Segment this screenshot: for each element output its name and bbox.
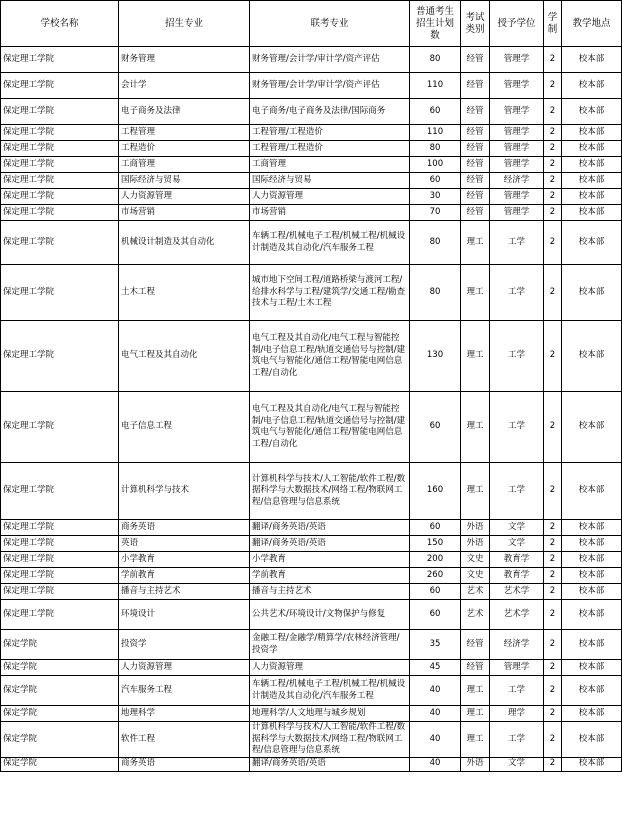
header-school: 学校名称 [1,1,119,47]
degree-cell: 工学 [490,463,544,520]
degree-cell: 工学 [490,722,544,758]
location-cell: 校本部 [562,189,622,205]
table-row [1,221,622,265]
table-row [1,47,622,73]
years-cell: 2 [544,189,562,205]
degree-cell: 工学 [490,265,544,321]
location-cell: 校本部 [562,660,622,676]
school-name-cell: 保定理工学院 [1,125,119,141]
exam-category-cell: 理工 [461,722,490,758]
plan-count-cell: 70 [410,205,461,221]
location-cell: 校本部 [562,722,622,758]
years-cell: 2 [544,706,562,722]
school-name-cell: 保定学院 [1,722,119,758]
school-name-cell: 保定理工学院 [1,600,119,630]
exam-category-cell: 外语 [461,520,490,536]
years-cell: 2 [544,536,562,552]
plan-count-cell: 110 [410,73,461,99]
exam-category-cell: 经管 [461,205,490,221]
exam-category-cell: 艺术 [461,600,490,630]
school-name-cell: 保定理工学院 [1,463,119,520]
degree-cell: 管理学 [490,125,544,141]
plan-count-cell: 60 [410,392,461,463]
school-name-cell: 保定理工学院 [1,265,119,321]
plan-count-cell: 40 [410,706,461,722]
location-cell: 校本部 [562,221,622,265]
location-cell: 校本部 [562,757,622,771]
school-name-cell: 保定学院 [1,660,119,676]
location-cell: 校本部 [562,676,622,706]
table-row [1,536,622,552]
school-name-cell: 保定学院 [1,706,119,722]
exam-category-cell: 理工 [461,706,490,722]
degree-cell: 艺术学 [490,584,544,600]
location-cell: 校本部 [562,265,622,321]
degree-cell: 理学 [490,706,544,722]
plan-count-cell: 60 [410,584,461,600]
degree-cell: 管理学 [490,660,544,676]
plan-count-cell: 60 [410,600,461,630]
plan-count-cell: 80 [410,265,461,321]
major-cell: 汽车服务工程 [119,676,250,706]
exam-category-cell: 理工 [461,463,490,520]
table-row [1,463,622,520]
degree-cell: 文学 [490,536,544,552]
header-plan: 普通考生招生计划数 [410,1,461,47]
years-cell: 2 [544,173,562,189]
exam-category-cell: 经管 [461,630,490,660]
exam-majors-cell: 计算机科学与技术/人工智能/软件工程/数据科学与大数据技术/网络工程/物联网工程/信息管理与信息系统 [250,722,410,758]
plan-count-cell: 45 [410,660,461,676]
exam-category-cell: 理工 [461,392,490,463]
exam-majors-cell: 财务管理/会计学/审计学/资产评估 [250,73,410,99]
table-row [1,157,622,173]
exam-category-cell: 经管 [461,47,490,73]
table-row [1,552,622,568]
table-row [1,265,622,321]
school-name-cell: 保定理工学院 [1,189,119,205]
degree-cell: 工学 [490,676,544,706]
degree-cell: 工学 [490,321,544,392]
exam-category-cell: 文史 [461,552,490,568]
table-row [1,757,622,771]
exam-category-cell: 经管 [461,125,490,141]
exam-majors-cell: 翻译/商务英语/英语 [250,757,410,771]
degree-cell: 教育学 [490,552,544,568]
exam-category-cell: 经管 [461,141,490,157]
major-cell: 会计学 [119,73,250,99]
degree-cell: 管理学 [490,205,544,221]
location-cell: 校本部 [562,600,622,630]
exam-category-cell: 经管 [461,99,490,125]
school-name-cell: 保定理工学院 [1,520,119,536]
exam-category-cell: 经管 [461,73,490,99]
major-cell: 电气工程及其自动化 [119,321,250,392]
header-major: 招生专业 [119,1,250,47]
table-row [1,520,622,536]
plan-count-cell: 60 [410,173,461,189]
header-exam-majors: 联考专业 [250,1,410,47]
location-cell: 校本部 [562,463,622,520]
school-name-cell: 保定理工学院 [1,157,119,173]
years-cell: 2 [544,552,562,568]
plan-count-cell: 35 [410,630,461,660]
degree-cell: 艺术学 [490,600,544,630]
school-name-cell: 保定学院 [1,630,119,660]
exam-majors-cell: 小学教育 [250,552,410,568]
exam-category-cell: 文史 [461,568,490,584]
plan-count-cell: 60 [410,99,461,125]
degree-cell: 教育学 [490,568,544,584]
school-name-cell: 保定理工学院 [1,205,119,221]
exam-category-cell: 经管 [461,173,490,189]
degree-cell: 经济学 [490,173,544,189]
years-cell: 2 [544,73,562,99]
table-row [1,600,622,630]
table-row [1,99,622,125]
major-cell: 国际经济与贸易 [119,173,250,189]
major-cell: 小学教育 [119,552,250,568]
table-row [1,173,622,189]
school-name-cell: 保定学院 [1,676,119,706]
table-row [1,141,622,157]
major-cell: 英语 [119,536,250,552]
header-category: 考试类别 [461,1,490,47]
plan-count-cell: 80 [410,47,461,73]
plan-count-cell: 80 [410,141,461,157]
table-row [1,73,622,99]
plan-count-cell: 80 [410,221,461,265]
table-row [1,660,622,676]
major-cell: 商务英语 [119,757,250,771]
exam-majors-cell: 电气工程及其自动化/电气工程与智能控制/电子信息工程/轨道交通信号与控制/建筑电气与智能化/通信工程/智能电网信息工程/自动化 [250,392,410,463]
major-cell: 商务英语 [119,520,250,536]
exam-majors-cell: 电气工程及其自动化/电气工程与智能控制/电子信息工程/轨道交通信号与控制/建筑电气与智能化/通信工程/智能电网信息工程/自动化 [250,321,410,392]
exam-majors-cell: 公共艺术/环境设计/文物保护与修复 [250,600,410,630]
exam-category-cell: 理工 [461,676,490,706]
exam-category-cell: 艺术 [461,584,490,600]
major-cell: 土木工程 [119,265,250,321]
table-row [1,189,622,205]
exam-majors-cell: 工程管理/工程造价 [250,125,410,141]
exam-majors-cell: 市场营销 [250,205,410,221]
location-cell: 校本部 [562,99,622,125]
exam-majors-cell: 学前教育 [250,568,410,584]
exam-category-cell: 理工 [461,221,490,265]
years-cell: 2 [544,630,562,660]
major-cell: 人力资源管理 [119,189,250,205]
major-cell: 电子商务及法律 [119,99,250,125]
years-cell: 2 [544,568,562,584]
plan-count-cell: 40 [410,722,461,758]
location-cell: 校本部 [562,520,622,536]
years-cell: 2 [544,520,562,536]
plan-count-cell: 160 [410,463,461,520]
years-cell: 2 [544,660,562,676]
degree-cell: 管理学 [490,189,544,205]
major-cell: 市场营销 [119,205,250,221]
location-cell: 校本部 [562,552,622,568]
location-cell: 校本部 [562,73,622,99]
years-cell: 2 [544,321,562,392]
school-name-cell: 保定理工学院 [1,173,119,189]
school-name-cell: 保定理工学院 [1,141,119,157]
degree-cell: 文学 [490,757,544,771]
exam-majors-cell: 翻译/商务英语/英语 [250,536,410,552]
exam-majors-cell: 城市地下空间工程/道路桥梁与渡河工程/给排水科学与工程/建筑学/交通工程/勘查技术与工程/土木工程 [250,265,410,321]
degree-cell: 经济学 [490,630,544,660]
major-cell: 财务管理 [119,47,250,73]
exam-category-cell: 外语 [461,536,490,552]
degree-cell: 文学 [490,520,544,536]
degree-cell: 管理学 [490,141,544,157]
years-cell: 2 [544,463,562,520]
plan-count-cell: 130 [410,321,461,392]
exam-majors-cell: 国际经济与贸易 [250,173,410,189]
table-body [1,47,622,772]
years-cell: 2 [544,757,562,771]
school-name-cell: 保定理工学院 [1,536,119,552]
years-cell: 2 [544,157,562,173]
location-cell: 校本部 [562,173,622,189]
location-cell: 校本部 [562,321,622,392]
table-row [1,568,622,584]
plan-count-cell: 40 [410,757,461,771]
table-row [1,676,622,706]
plan-count-cell: 200 [410,552,461,568]
years-cell: 2 [544,722,562,758]
school-name-cell: 保定理工学院 [1,584,119,600]
plan-count-cell: 60 [410,520,461,536]
exam-majors-cell: 金融工程/金融学/精算学/农林经济管理/投资学 [250,630,410,660]
location-cell: 校本部 [562,536,622,552]
exam-majors-cell: 财务管理/会计学/审计学/资产评估 [250,47,410,73]
years-cell: 2 [544,141,562,157]
school-name-cell: 保定理工学院 [1,552,119,568]
major-cell: 工商管理 [119,157,250,173]
table-row [1,205,622,221]
degree-cell: 管理学 [490,73,544,99]
plan-count-cell: 260 [410,568,461,584]
exam-majors-cell: 人力资源管理 [250,660,410,676]
years-cell: 2 [544,584,562,600]
school-name-cell: 保定理工学院 [1,99,119,125]
years-cell: 2 [544,392,562,463]
table-row [1,722,622,758]
years-cell: 2 [544,47,562,73]
major-cell: 人力资源管理 [119,660,250,676]
school-name-cell: 保定理工学院 [1,73,119,99]
years-cell: 2 [544,265,562,321]
school-name-cell: 保定理工学院 [1,47,119,73]
degree-cell: 工学 [490,392,544,463]
header-row [1,1,622,47]
degree-cell: 管理学 [490,47,544,73]
exam-category-cell: 理工 [461,321,490,392]
exam-category-cell: 外语 [461,757,490,771]
location-cell: 校本部 [562,630,622,660]
exam-majors-cell: 计算机科学与技术/人工智能/软件工程/数据科学与大数据技术/网络工程/物联网工程/信息管理与信息系统 [250,463,410,520]
major-cell: 地理科学 [119,706,250,722]
exam-majors-cell: 地理科学/人文地理与城乡规划 [250,706,410,722]
location-cell: 校本部 [562,205,622,221]
exam-majors-cell: 电子商务/电子商务及法律/国际商务 [250,99,410,125]
major-cell: 环境设计 [119,600,250,630]
major-cell: 投资学 [119,630,250,660]
header-degree: 授予学位 [490,1,544,47]
header-location: 教学地点 [562,1,622,47]
school-name-cell: 保定理工学院 [1,568,119,584]
exam-category-cell: 经管 [461,189,490,205]
years-cell: 2 [544,125,562,141]
plan-count-cell: 150 [410,536,461,552]
location-cell: 校本部 [562,141,622,157]
years-cell: 2 [544,676,562,706]
years-cell: 2 [544,99,562,125]
degree-cell: 管理学 [490,157,544,173]
major-cell: 工程造价 [119,141,250,157]
location-cell: 校本部 [562,706,622,722]
years-cell: 2 [544,221,562,265]
school-name-cell: 保定理工学院 [1,221,119,265]
major-cell: 电子信息工程 [119,392,250,463]
degree-cell: 工学 [490,221,544,265]
years-cell: 2 [544,205,562,221]
exam-majors-cell: 播音与主持艺术 [250,584,410,600]
header-years: 学制 [544,1,562,47]
major-cell: 工程管理 [119,125,250,141]
major-cell: 学前教育 [119,568,250,584]
school-name-cell: 保定理工学院 [1,392,119,463]
years-cell: 2 [544,600,562,630]
major-cell: 机械设计制造及其自动化 [119,221,250,265]
school-name-cell: 保定学院 [1,757,119,771]
degree-cell: 管理学 [490,99,544,125]
exam-majors-cell: 人力资源管理 [250,189,410,205]
table-row [1,125,622,141]
exam-majors-cell: 车辆工程/机械电子工程/机械工程/机械设计制造及其自动化/汽车服务工程 [250,221,410,265]
plan-count-cell: 30 [410,189,461,205]
location-cell: 校本部 [562,125,622,141]
plan-count-cell: 40 [410,676,461,706]
table-row [1,392,622,463]
exam-majors-cell: 工商管理 [250,157,410,173]
exam-category-cell: 经管 [461,157,490,173]
location-cell: 校本部 [562,568,622,584]
table-row [1,706,622,722]
table-row [1,584,622,600]
exam-majors-cell: 车辆工程/机械电子工程/机械工程/机械设计制造及其自动化/汽车服务工程 [250,676,410,706]
location-cell: 校本部 [562,392,622,463]
major-cell: 计算机科学与技术 [119,463,250,520]
location-cell: 校本部 [562,157,622,173]
plan-count-cell: 100 [410,157,461,173]
exam-category-cell: 理工 [461,265,490,321]
exam-majors-cell: 工程管理/工程造价 [250,141,410,157]
exam-majors-cell: 翻译/商务英语/英语 [250,520,410,536]
plan-count-cell: 110 [410,125,461,141]
location-cell: 校本部 [562,584,622,600]
table-row [1,321,622,392]
table-row [1,630,622,660]
school-name-cell: 保定理工学院 [1,321,119,392]
exam-category-cell: 经管 [461,660,490,676]
location-cell: 校本部 [562,47,622,73]
major-cell: 播音与主持艺术 [119,584,250,600]
major-cell: 软件工程 [119,722,250,758]
